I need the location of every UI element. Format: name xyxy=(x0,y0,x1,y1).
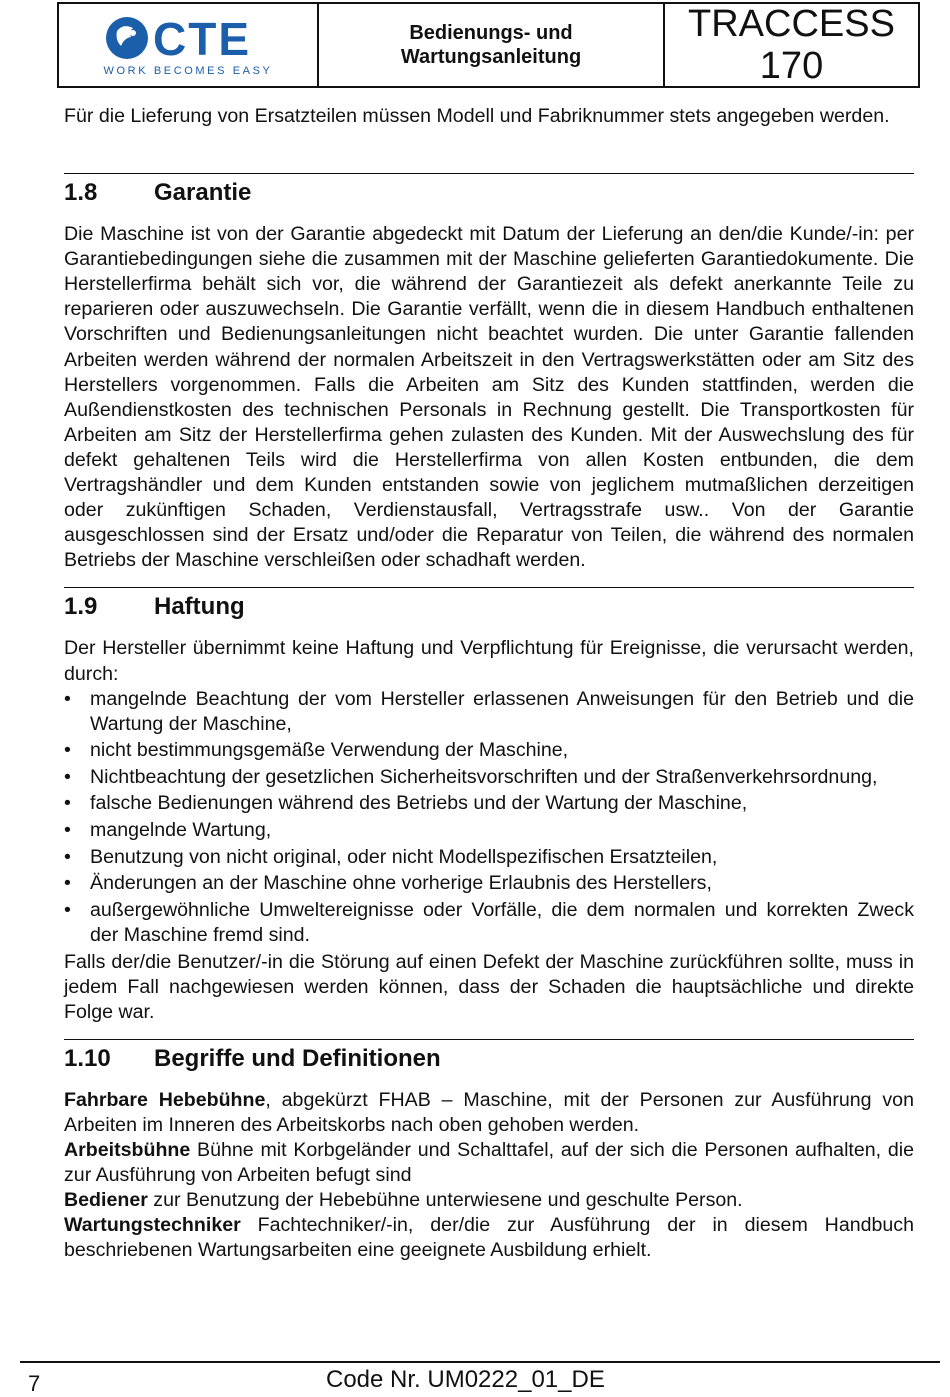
definition-text: , abgekürzt FHAB – Maschine, mit der Personen zur Ausführung von Arbeiten im Inneren des Arbeitskorbs nach oben gehoben werden. xyxy=(64,1088,914,1136)
logo-cell xyxy=(59,4,319,86)
haftung-list xyxy=(64,687,914,948)
haftung-outro: Falls der/die Benutzer/-in die Störung auf einen Defekt der Maschine zurückführen sollte, muss in jedem Fall nachgewiesen werden können, dass der Schaden die hauptsächliche und direkte Folge war. xyxy=(64,950,914,1023)
model-line-2: 170 xyxy=(759,45,824,87)
definition-term: Wartungstechniker xyxy=(64,1214,241,1237)
haftung-intro: Der Hersteller übernimmt keine Haftung und Verpflichtung für Ereignisse, die verursacht werden, durch: xyxy=(64,637,914,685)
definition-item xyxy=(64,1138,914,1188)
bullet-icon: • xyxy=(64,872,71,895)
list-item: • falsche Bedienungen während des Betriebs und der Wartung der Maschine, xyxy=(64,791,914,816)
section-title: Garantie xyxy=(154,179,252,207)
bullet-icon: • xyxy=(64,687,71,710)
list-item: • Benutzung von nicht original, oder nicht Modellspezifischen Ersatzteilen, xyxy=(64,845,914,870)
document-header xyxy=(57,2,920,88)
definition-item xyxy=(64,1213,914,1263)
list-item: • mangelnde Beachtung der vom Hersteller erlassenen Anweisungen für den Betrieb und die Wartung der Maschine, xyxy=(64,687,914,735)
bullet-icon: • xyxy=(64,819,71,842)
definition-term: Bediener xyxy=(64,1189,148,1212)
section-heading-1-9 xyxy=(64,587,914,622)
bullet-icon: • xyxy=(64,739,71,762)
page-number: 7 xyxy=(28,1371,41,1396)
title-line-2: Wartungsanleitung xyxy=(400,46,582,68)
bullet-icon: • xyxy=(64,845,71,868)
section-heading-1-8 xyxy=(64,173,914,208)
definition-text: zur Benutzung der Hebebühne unterwiesene und geschulte Person. xyxy=(147,1189,743,1212)
svg-text:CTE: CTE xyxy=(153,13,251,63)
list-item: • außergewöhnliche Umweltereignisse oder Vorfälle, die dem normalen und korrekten Zweck der Maschine fremd sind. xyxy=(64,898,914,946)
definition-term: Arbeitsbühne xyxy=(64,1139,191,1161)
page-content xyxy=(64,104,914,1263)
list-item: • mangelnde Wartung, xyxy=(64,818,914,843)
list-item: • nicht bestimmungsgemäße Verwendung der Maschine, xyxy=(64,738,914,763)
list-item: • Änderungen an der Maschine ohne vorherige Erlaubnis des Herstellers, xyxy=(64,871,914,896)
model-name xyxy=(665,4,918,86)
title-line-1: Bedienungs- und xyxy=(409,22,573,44)
section-number: 1.8 xyxy=(64,179,98,207)
footer-divider xyxy=(20,1361,940,1363)
section-title: Begriffe und Definitionen xyxy=(154,1044,441,1072)
document-code: Code Nr. UM0222_01_DE xyxy=(326,1366,605,1393)
definition-item xyxy=(64,1088,914,1138)
section-number: 1.9 xyxy=(64,593,98,621)
definition-term: Fahrbare Hebebühne xyxy=(64,1088,266,1111)
cte-logo xyxy=(103,13,273,63)
definition-item xyxy=(64,1188,914,1213)
list-item: • Nichtbeachtung der gesetzlichen Sicherheitsvorschriften und der Straßenverkehrsordnung, xyxy=(64,765,914,790)
document-title xyxy=(319,4,665,86)
bullet-icon: • xyxy=(64,792,71,815)
model-line-1: TRACCESS xyxy=(688,3,895,45)
bullet-icon: • xyxy=(64,765,71,788)
garantie-paragraph: Die Maschine ist von der Garantie abgedeckt mit Datum der Lieferung an den/die Kunde/-in: per Garantiebedingungen siehe die zusammen mit der Maschine gelieferten Garantiedokumente. Die Herstellerfirma behält sich vor, die während der Garantiezeit als defekt anerkannte Teile zu reparieren oder auszuwechseln. Die Garantie verfällt, wenn die in diesem Handbuch enthaltenen Vorschriften und Bedienungsanleitungen nicht beachtet wurden. Die unter Garantie fallenden Arbeiten werden während der normalen Arbeitszeit in den Vertragswerkstätten oder am Sitz des Herstellers vorgenommen. Falls die Arbeiten am Sitz des Kunden stattfinden, werden die Außendienstkosten des technischen Personals in Rechnung gestellt. Die Transportkosten für Arbeiten am Sitz der Herstellerfirma gehen zulasten des Kunden. Mit der Auswechslung des für defekt gehaltenen Teils wird die Herstellerfirma von allen Kosten entbunden, die dem Vertragshändler und dem Kunden entstanden sowie von jeglichem mutmaßlichen derzeitigen oder zukünftigen Schaden, Verdienstausfall, Vertragsstrafe usw.. Von der Garantie ausgeschlossen sind der Ersatz und/oder die Reparatur von Teilen, die während des normalen Betriebs der Maschine verschleißen oder schadhaft werden. xyxy=(64,223,914,572)
definition-text: Fachtechniker/-in, der/die zur Ausführung der in diesem Handbuch beschriebenen Wartungsarbeiten eine geeignete Ausbildung erhielt. xyxy=(64,1214,914,1262)
bullet-icon: • xyxy=(64,898,71,921)
section-heading-1-10 xyxy=(64,1039,914,1074)
section-title: Haftung xyxy=(154,593,245,621)
definition-text: Bühne mit Korbgeländer und Schalttafel, auf der sich die Personen aufhalten, die zur Ausführung von Arbeiten befugt sind xyxy=(64,1139,914,1187)
intro-paragraph: Für die Lieferung von Ersatzteilen müssen Modell und Fabriknummer stets angegeben werden. xyxy=(64,105,890,127)
section-number: 1.10 xyxy=(64,1044,111,1072)
logo-tagline: WORK BECOMES EASY xyxy=(103,65,273,77)
definitions-list xyxy=(64,1088,914,1264)
